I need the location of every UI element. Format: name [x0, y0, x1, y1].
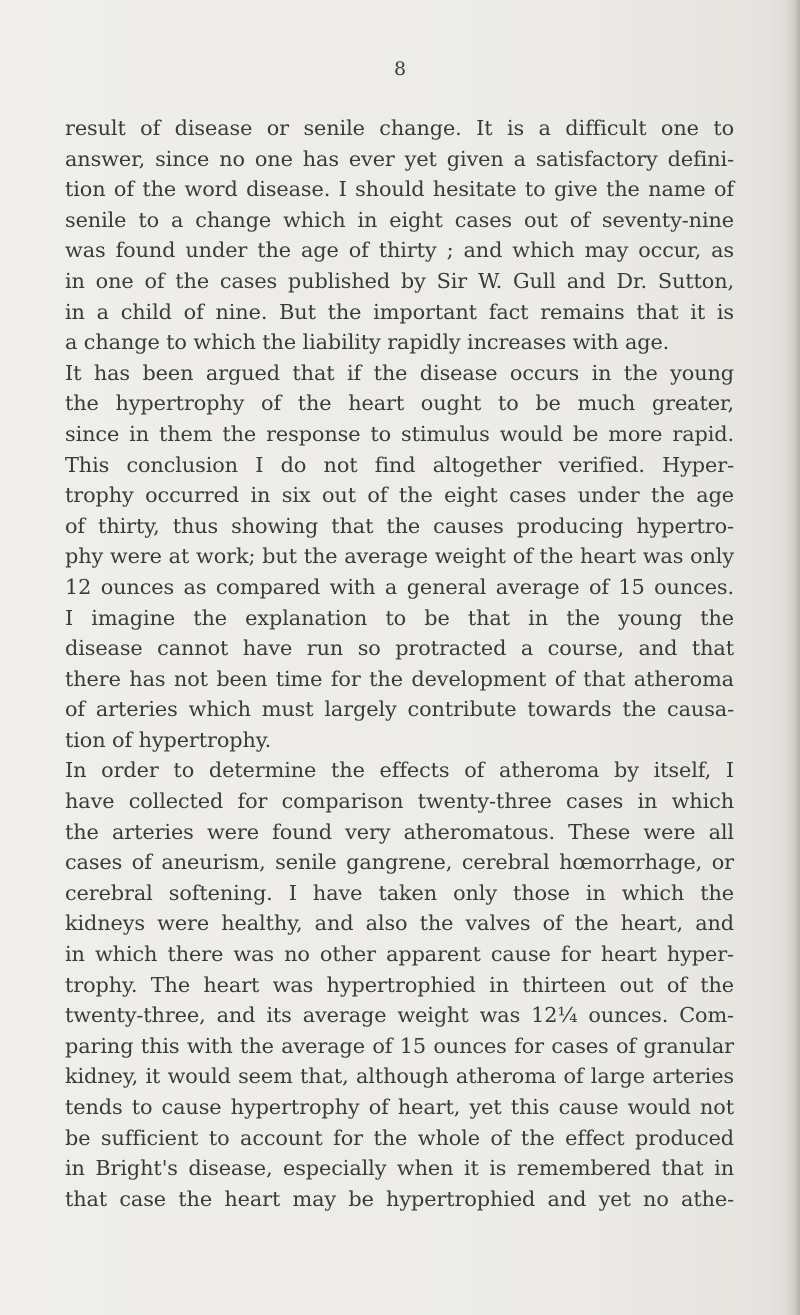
text-line: twenty-three, and its average weight was 12¼ ounces. Com-: [65, 1003, 734, 1028]
text-line: the arteries were found very atheromatous. These were all: [65, 819, 734, 844]
text-line: disease cannot have run so protracted a course, and that: [65, 636, 734, 661]
text-line: tion of hypertrophy.: [65, 727, 272, 752]
text-line: in Bright's disease, especially when it is remembered that in: [65, 1156, 734, 1181]
text-line: since in them the response to stimulus would be more rapid.: [65, 421, 734, 446]
text-line: of arteries which must largely contribute towards the causa-: [65, 697, 734, 722]
page-edge-shadow: [786, 0, 800, 1315]
text-line: in a child of nine. But the important fact remains that it is: [65, 299, 734, 324]
text-line: answer, since no one has ever yet given a satisfactory defini-: [65, 146, 734, 171]
text-line: have collected for comparison twenty-three cases in which: [65, 789, 734, 814]
text-line: kidney, it would seem that, although atheroma of large arteries: [65, 1064, 734, 1089]
paragraph-start-line: It has been argued that if the disease occurs in the young: [65, 360, 734, 385]
text-line: tion of the word disease. I should hesitate to give the name of: [65, 177, 734, 202]
text-line: tends to cause hypertrophy of heart, yet this cause would not: [65, 1095, 734, 1119]
text-line: trophy occurred in six out of the eight cases under the age: [65, 483, 734, 508]
text-line: kidneys were healthy, and also the valves of the heart, and: [65, 911, 734, 936]
text-line: phy were at work; but the average weight of the heart was only: [65, 544, 734, 569]
text-line: I imagine the explanation to be that in the young the: [65, 605, 734, 630]
text-line: of thirty, thus showing that the causes producing hypertro-: [65, 513, 734, 538]
text-line: paring this with the average of 15 ounces for cases of granular: [65, 1033, 734, 1058]
page-number: 8: [393, 58, 407, 80]
text-line: be sufficient to account for the whole of the effect produced: [65, 1125, 734, 1150]
text-line: there has not been time for the development of that atheroma: [65, 666, 734, 691]
paragraph-start-line: In order to determine the effects of atheroma by itself, I: [65, 758, 734, 783]
text-line: 12 ounces as compared with a general average of 15 ounces.: [65, 574, 734, 599]
text-line: was found under the age of thirty ; and which may occur, as: [65, 238, 734, 263]
text-line: result of disease or senile change. It is a difficult one to: [65, 116, 734, 140]
text-line: cases of aneurism, senile gangrene, cerebral hœmorrhage, or: [65, 850, 734, 875]
body-text: [65, 113, 734, 1214]
text-line: in which there was no other apparent cause for heart hyper-: [65, 942, 734, 967]
text-line: a change to which the liability rapidly increases with age.: [65, 330, 670, 355]
text-line: that case the heart may be hypertrophied and yet no athe-: [65, 1186, 734, 1211]
text-line: trophy. The heart was hypertrophied in thirteen out of the: [65, 972, 734, 997]
text-line: cerebral softening. I have taken only those in which the: [65, 880, 734, 905]
text-line: This conclusion I do not find altogether verified. Hyper-: [65, 452, 734, 477]
text-line: the hypertrophy of the heart ought to be much greater,: [65, 391, 734, 416]
text-line: senile to a change which in eight cases out of seventy-nine: [65, 207, 734, 232]
text-line: in one of the cases published by Sir W. Gull and Dr. Sutton,: [65, 268, 734, 293]
